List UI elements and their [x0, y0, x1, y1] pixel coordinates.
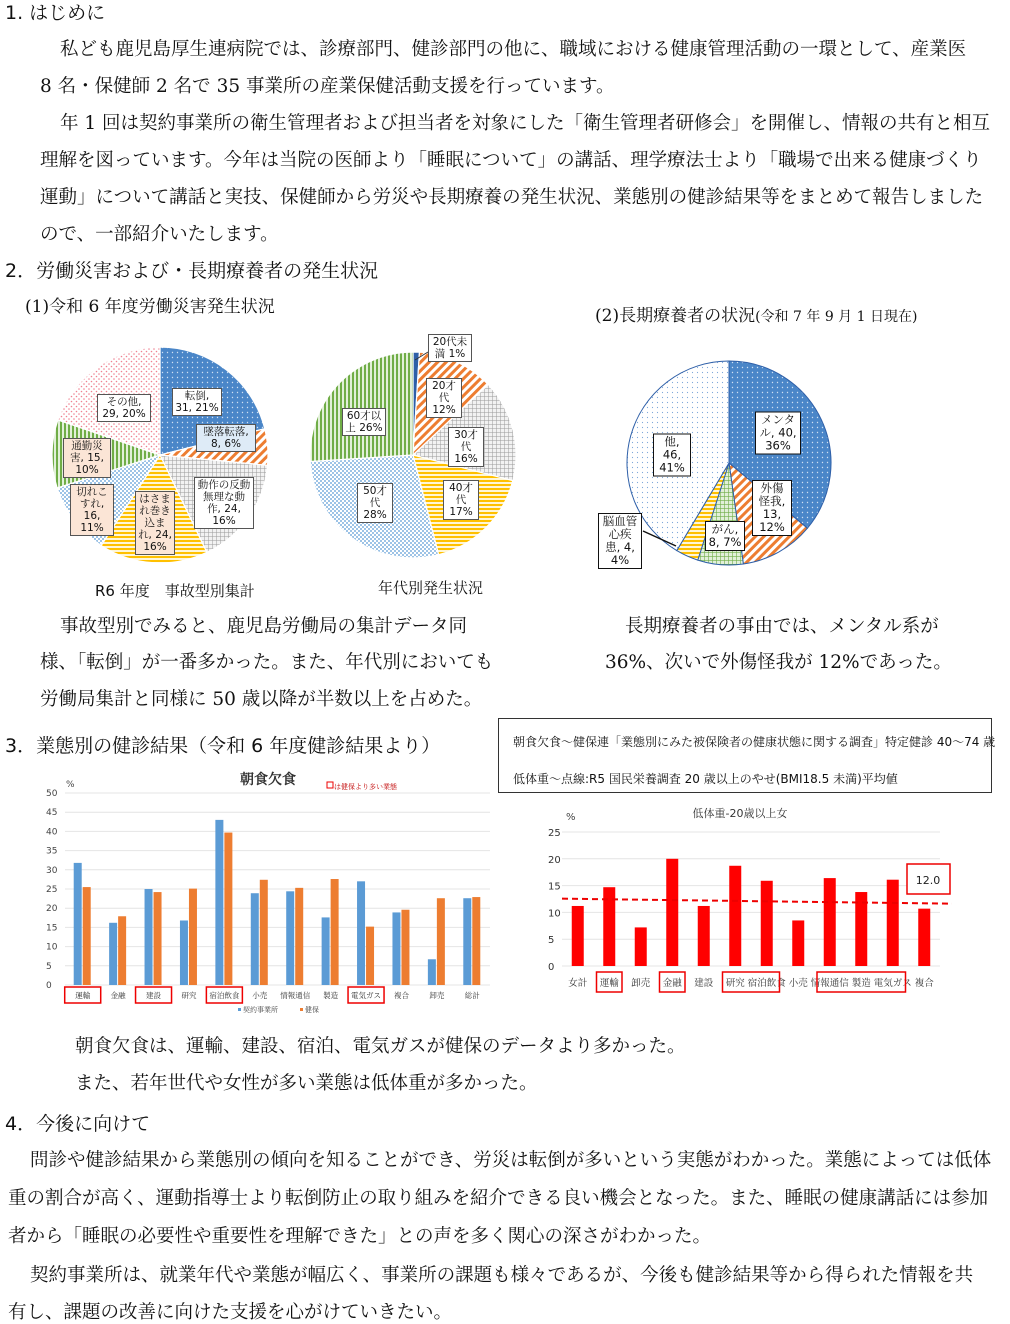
section2-sub1: (1)令和 6 年度労働災害発生状況 — [25, 297, 275, 317]
bar2-xtick: 宿泊飲食 — [747, 978, 786, 989]
bar1-bar-kenpo — [83, 887, 91, 985]
bar1-xtick: 総計 — [464, 991, 480, 1000]
bar1-ytick: 40 — [46, 827, 58, 838]
pie2-slice — [310, 352, 413, 461]
pie1-label: その他, 29, 20% — [97, 394, 151, 422]
bar2-bar — [572, 906, 584, 966]
pie1-label: 切れこすれ, 16, 11% — [70, 484, 114, 536]
bar1-bar-keiyaku — [392, 912, 400, 985]
section3-text: 朝食欠食は、運輸、建設、宿泊、電気ガスが健保のデータより多かった。 — [75, 1036, 686, 1057]
bar1-bar-keiyaku — [180, 920, 188, 985]
section1-para2-line: ので、一部紹介いたします。 — [40, 224, 279, 245]
section2-right-text: 長期療養者の事由では、メンタル系が — [625, 616, 939, 637]
bar1-xtick: 運輸 — [75, 991, 91, 1000]
bar1-bar-kenpo — [260, 880, 268, 985]
bar1-xtick: 卸売 — [429, 991, 445, 1000]
bar2-ytick: 5 — [548, 935, 555, 947]
section2-right-text: 36%、次いで外傷怪我が 12%であった。 — [605, 652, 952, 673]
bar2-xtick: 電気ガス — [873, 978, 912, 989]
pie3-label: メンタル, 40, 36% — [755, 412, 801, 455]
bar2-xtick: 製造 — [851, 978, 871, 989]
bar1-bar-kenpo — [401, 910, 409, 985]
bar2-bar — [887, 880, 899, 966]
pie1-label: 通勤災害, 15, 10% — [63, 438, 111, 478]
bar2-bar — [824, 878, 836, 966]
pie1-label: 動作の反動無理な動作, 24, 16% — [194, 477, 254, 529]
bar1-bar-kenpo — [472, 897, 480, 985]
bar2-ytick: 15 — [548, 881, 561, 893]
section2-left-text: 労働局集計と同様に 50 歳以降が半数以上を占めた。 — [40, 689, 483, 710]
pie2-label: 30才代 16% — [448, 427, 484, 467]
section2-left-text: 事故型別でみると、鹿児島労働局の集計データ同 — [60, 616, 468, 637]
bar1-bar-kenpo — [331, 879, 339, 985]
bar1-legend-swatch — [300, 1008, 303, 1011]
bar1-bar-kenpo — [118, 916, 126, 985]
bar1-ytick: 15 — [46, 923, 58, 934]
section1-para1-line: 私ども鹿児島厚生連病院では、診療部門、健診部門の他に、職域における健康管理活動の一環として、産業医 — [60, 39, 967, 60]
section1-para2-line: 運動」について講話と実技、保健師から労災や長期療養の発生状況、業態別の健診結果等をまとめて報告しました — [40, 187, 984, 208]
bar1-xtick: 電気ガス — [351, 991, 382, 1000]
bar1-bar-keiyaku — [251, 893, 259, 985]
section3-heading: 3．業態別の健診結果（令和 6 年度健診結果より） — [5, 735, 441, 757]
bar1-bar-keiyaku — [109, 923, 117, 985]
bar2-xtick: 建設 — [694, 978, 714, 989]
bar1-ylabel: % — [66, 780, 75, 790]
bar1-legend-label: 契約事業所 — [243, 1006, 278, 1014]
bar2-xtick: 女計 — [568, 978, 588, 989]
pie1-label: 転倒, 31, 21% — [172, 388, 222, 416]
sub2-title: (2)長期療養者の状況 — [595, 306, 756, 326]
bar1-ytick: 50 — [46, 789, 58, 799]
bar1-ytick: 30 — [46, 865, 58, 876]
bar2-xtick: 研究 — [725, 978, 745, 989]
bar1-bar-keiyaku — [357, 881, 365, 985]
pie2-label: 20代未満 1% — [428, 334, 472, 362]
section4-para-line: 有し、課題の改善に向けた支援を心がけていきたい。 — [8, 1302, 453, 1323]
bar1-xtick: 研究 — [181, 991, 197, 1000]
bar2-xtick: 運輸 — [599, 978, 619, 989]
bar1-bar-kenpo — [366, 927, 374, 985]
pie3-label: がん, 8, 7% — [705, 521, 745, 551]
bar1-ytick: 35 — [46, 846, 58, 857]
bar1-xtick: 小売 — [252, 991, 268, 1000]
pie2-label: 40才代 17% — [443, 480, 479, 520]
bar1-note-square — [327, 782, 333, 788]
bar1-xtick: 金融 — [110, 991, 126, 1000]
bar2-bar — [761, 881, 773, 966]
pie1-caption: R6 年度 事故型別集計 — [95, 582, 255, 600]
bar2-ylabel: % — [566, 812, 576, 823]
pie1-label: はさまれ巻き込まれ, 24, 16% — [135, 491, 175, 555]
bar2-bar — [698, 906, 710, 966]
bar2-xtick: 小売 — [788, 978, 808, 989]
bar1-xtick: 宿泊飲食 — [209, 991, 240, 1000]
pie1-label: 墜落転落, 8, 6% — [196, 424, 256, 452]
section2-heading: 2．労働災害および・長期療養者の発生状況 — [5, 260, 379, 282]
section4-para-line: 重の割合が高く、運動指導士より転倒防止の取り組みを紹介できる良い機会となった。また、睡眠の健康講話には参加 — [8, 1188, 989, 1209]
section4-para-line: 問診や健診結果から業態別の傾向を知ることができ、労災は転倒が多いという実態がわかった。業態によっては低体 — [30, 1150, 992, 1171]
bar1-bar-kenpo — [224, 833, 232, 985]
bar1-xtick: 建設 — [146, 991, 162, 1000]
bar2-bar — [729, 866, 741, 966]
bar1-bar-kenpo — [189, 889, 197, 985]
bar1-legend-label: 健保 — [305, 1006, 319, 1014]
bar1-ytick: 45 — [46, 808, 58, 819]
bar2-xtick: 金融 — [662, 978, 682, 989]
pie2-caption: 年代別発生状況 — [378, 579, 484, 597]
section1-para1-line: 8 名・保健師 2 名で 35 事業所の産業保健活動支援を行っています。 — [40, 76, 615, 97]
bar1-bar-keiyaku — [286, 891, 294, 985]
source-note-1: 朝食欠食～健保連「業態別にみた被保険者の健康状態に関する調査」特定健診 40～74 歳 — [513, 735, 996, 749]
bar1-bar-keiyaku — [463, 898, 471, 985]
bar2-bar — [918, 909, 930, 966]
bar1-title: 朝食欠食 — [240, 772, 296, 788]
bar1-bar-keiyaku — [74, 863, 82, 985]
bar2-ytick: 0 — [548, 962, 555, 973]
pie3-label: 外傷怪我, 13, 12% — [752, 480, 792, 536]
bar1-bar-keiyaku — [215, 820, 223, 985]
bar1-bar-keiyaku — [428, 959, 436, 985]
pie3-label: 他, 46, 41% — [653, 434, 691, 477]
bar2-ytick: 25 — [548, 828, 561, 839]
source-note-2: 低体重～点線:R5 国民栄養調査 20 歳以上のやせ(BMI18.5 未満)平均値 — [513, 772, 898, 786]
bar1-bar-kenpo — [154, 892, 162, 985]
section2-left-text: 様、「転倒」が一番多かった。また、年代別においても — [40, 652, 494, 673]
bar1-xtick: 複合 — [393, 991, 409, 1000]
bar1-ytick: 25 — [46, 885, 58, 895]
bar1-bar-keiyaku — [322, 917, 330, 985]
sub2-date: (令和 7 年 9 月 1 日現在) — [755, 309, 918, 325]
bar2-title: 低体重-20歳以上女 — [692, 807, 788, 820]
bar1-xtick: 製造 — [323, 991, 339, 1000]
bar1-ytick: 20 — [46, 904, 58, 915]
pie2-label: 60才以上 26% — [342, 408, 386, 436]
bar1-xtick: 情報通信 — [280, 991, 311, 1000]
bar1-ytick: 5 — [46, 961, 52, 972]
bar1-ytick: 10 — [46, 942, 58, 953]
bar1-bar-kenpo — [295, 888, 303, 985]
bar1-legend-swatch — [238, 1008, 241, 1011]
pie2-label: 50才代 28% — [357, 483, 393, 523]
bar2-bar — [792, 920, 804, 966]
section1-para2-line: 理解を図っています。今年は当院の医師より「睡眠について」の講話、理学療法士より「職場で出来る健康づくり — [40, 150, 982, 171]
bar2-reference-label: 12.0 — [915, 874, 941, 887]
section1-para2-line: 年 1 回は契約事業所の衛生管理者および担当者を対象にした「衛生管理者研修会」を開催し、情報の共有と相互 — [60, 113, 991, 134]
pie3-label: 脳血管心疾患, 4, 4% — [598, 513, 642, 569]
bar1-bar-keiyaku — [145, 889, 153, 985]
section1-heading: 1. はじめに — [5, 2, 106, 24]
bar2-ytick: 20 — [548, 854, 561, 866]
bar2-ytick: 10 — [548, 908, 561, 920]
section4-para-line: 者から「睡眠の必要性や重要性を理解できた」との声を多く関心の深さがわかった。 — [8, 1226, 712, 1247]
section4-para-line: 契約事業所は、就業年代や業態が幅広く、事業所の課題も様々であるが、今後も健診結果等から得られた情報を共 — [30, 1265, 974, 1286]
section3-text: また、若年世代や女性が多い業態は低体重が多かった。 — [75, 1073, 538, 1094]
bar2-bar — [635, 927, 647, 966]
bar2-xtick: 卸売 — [631, 978, 651, 989]
bar1-note: は健保より多い業態 — [334, 783, 397, 791]
bar1-bar-kenpo — [437, 898, 445, 985]
section4-heading: 4．今後に向けて — [5, 1113, 151, 1135]
bar2-bar — [666, 859, 678, 966]
pie2-label: 20才代 12% — [426, 378, 462, 418]
bar2-xtick: 情報通信 — [810, 978, 849, 989]
bar2-xtick: 複合 — [914, 978, 934, 989]
bar1-ytick: 0 — [46, 981, 52, 991]
